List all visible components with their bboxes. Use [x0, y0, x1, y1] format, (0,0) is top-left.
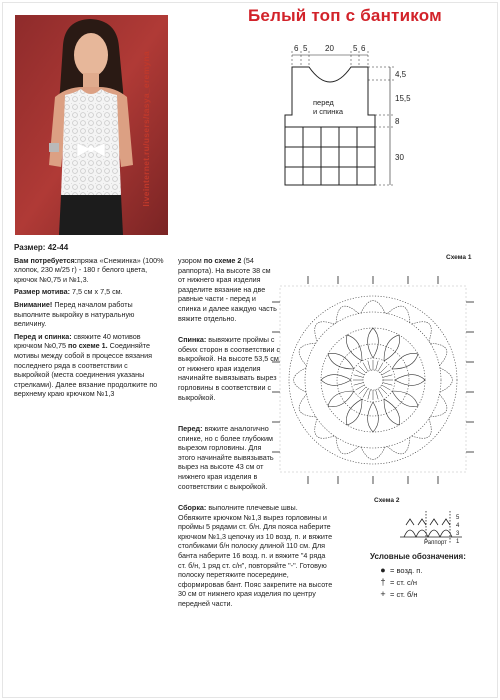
p1-b: (54 раппорта). На высоте 38 см от нижнего края изделия разделите вязание на две равные части - перед и спинка и далее каждую часть вяжите отдельно.	[178, 256, 277, 323]
middle-column-para-1	[178, 256, 278, 326]
legend-title: Условные обозначения:	[370, 552, 466, 561]
middle-column-assembly	[178, 503, 333, 612]
motif-crochet-diagram	[268, 262, 478, 492]
motif-size-text: 7,5 см х 7,5 см.	[71, 287, 123, 297]
size-heading: Размер: 42-44	[14, 243, 69, 252]
attention-text: Перед началом работы выполните выкройку в натуральную величину.	[14, 299, 135, 329]
back-label: Спинка:	[178, 335, 207, 344]
front-back-scheme: по схеме 1.	[67, 341, 108, 351]
assembly-label: Сборка:	[178, 503, 207, 512]
legend-item-chain	[376, 565, 490, 575]
legend	[370, 552, 490, 601]
left-column-text	[14, 243, 164, 402]
garment-schematic	[235, 37, 485, 247]
middle-column-back	[178, 335, 282, 405]
scheme2-diagram	[396, 505, 466, 545]
back-text: вывяжите проймы с обеих сторон в соответствии с выкройкой. На высоте 53,5 см от нижнего края изделия начинайте вывязывать вырез горловины в соответствии с выкройкой.	[178, 335, 281, 402]
page-title: Белый топ с бантиком	[248, 6, 442, 25]
svg-text:5: 5	[456, 515, 460, 521]
middle-column-front	[178, 424, 278, 494]
assembly-text: выполните плечевые швы. Обвяжите крючком №1,3 вырез горловины и проймы 5 рядами ст. б/н. Для пояса наберите крючком №1,3 цепочку из 10 возд. п. и вяжите столбиками б/н полоску длиной 110 см. Для банта наберите 16 возд. п. и вяжите "4 ряда ст. б/н, 1 ряд ст. с/н", повторяйте "-". Готовую полоску перетяжите посередине, сформировав бант. Пояс закрепите на высоте 30 см от нижнего края изделия по центру передней части.	[178, 503, 333, 608]
legend-text-dc: = ст. с/н	[390, 577, 417, 587]
dim-top-3: 20	[325, 44, 334, 53]
dim-right-1: 4,5	[395, 70, 407, 79]
scheme1-label: Схема 1	[446, 254, 472, 261]
dim-right-2: 15,5	[395, 94, 411, 103]
motif-size-label: Размер мотива:	[14, 287, 70, 297]
svg-text:1: 1	[456, 539, 460, 545]
schematic-label: перед и спинка	[313, 98, 344, 116]
legend-text-sc: = ст. б/н	[390, 589, 418, 599]
materials-text: пряжа «Снежинка» (100% хлопок, 230 м/25 г) - 180 г белого цвета, крючок №0,75 и №1,3.	[14, 255, 164, 284]
double-crochet-icon: †	[380, 577, 386, 587]
dim-top-4: 5	[353, 44, 358, 53]
front-text: вяжите аналогично спинке, но с более глубоким вырезом горловины. Для этого начинайте вывязывать вырез на высоте 43 см от нижнего края изделия в соответствии с выкройкой.	[178, 424, 274, 491]
photo-watermark: liveinternet.ru/users/tasya_eremyna	[141, 51, 151, 207]
dim-right-4: 30	[395, 153, 404, 162]
front-label: Перед:	[178, 424, 203, 433]
legend-item-dc	[376, 577, 490, 587]
chain-stitch-icon: ●	[380, 565, 386, 575]
p1-a: узором	[178, 256, 202, 265]
attention-label: Внимание!	[14, 299, 53, 309]
p1-scheme: по схеме 2	[203, 256, 242, 265]
dim-top-5: 6	[361, 44, 366, 53]
single-crochet-icon: +	[380, 589, 386, 599]
front-back-label: Перед и спинка:	[14, 331, 72, 341]
scheme2-label: Схема 2	[374, 497, 400, 504]
svg-text:4: 4	[456, 523, 460, 529]
svg-text:3: 3	[456, 531, 460, 537]
legend-text-chain: = возд. п.	[390, 565, 423, 575]
dim-top-1: 6	[294, 44, 299, 53]
front-back-text-2: Соединяйте мотивы между собой в процессе вязания последнего ряда в соответствии с выкройкой (места соединения указаны стрелками). Далее вязание продолжите по верхнему краю крючком №1,3	[14, 341, 158, 399]
dim-top-2: 5	[303, 44, 308, 53]
rapport-label: Раппорт	[424, 540, 447, 546]
dim-right-3: 8	[395, 117, 400, 126]
materials-label: Вам потребуется:	[14, 255, 78, 265]
legend-item-sc	[376, 589, 490, 599]
front-back-text-1: свяжите 40 мотивов крючком №0,75	[14, 331, 141, 351]
model-photo	[15, 15, 168, 235]
